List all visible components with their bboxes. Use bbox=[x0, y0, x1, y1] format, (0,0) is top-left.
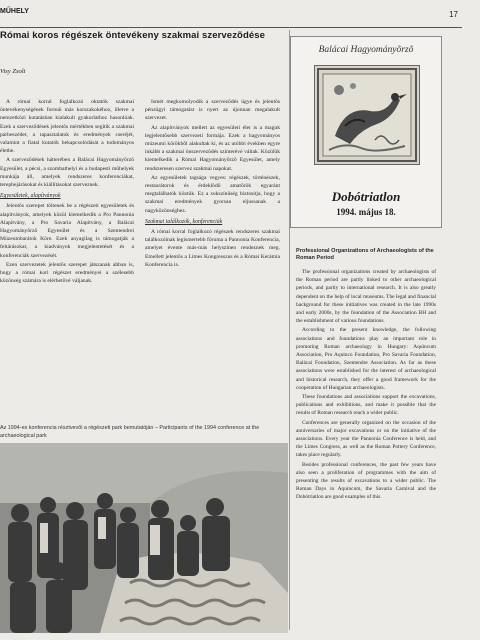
article-title: Római koros régészek öntevékeny szakmai szervezõdése bbox=[0, 30, 265, 41]
summary-paragraph: These foundations and associations support the excavations, publications and exhibitions, and make it possible that the results of Roman research reach a wider public. bbox=[296, 394, 436, 417]
summary-paragraph: Conferences are generally organized on the occasion of the anniversaries of major excavations or on the initiative of the associations. Every year the Pannonia Conference is held, and the Limes Congress, as well as the Roman Pottery Conference, takes place regularly. bbox=[296, 419, 436, 459]
english-summary bbox=[296, 248, 436, 638]
poster-title: Balácai Hagyományõrzõ bbox=[318, 45, 414, 55]
body-paragraph: Jelentõs szerepet töltenek be a régészeti egyesületek és alapítványok, amelyek közül kiemelkedik a Pro Pannonia Alapítvány, a Pro Savaria Alapítvány, a Balácai Hagyományõrzõ Egyesület és a Szentendrei Múzeumbarátok Köre. Ezek anyagilag is támogatják a feltárásokat, a kiadványok megjelentetését és a konferenciák szervezését. bbox=[0, 203, 134, 259]
summary-paragraph: According to the present knowledge, the following associations and foundations play an important role in promoting Roman archaeology in Hungary: Aquincum Association, Pro Aquinco Foundation, Pro Savaria Foundation, Balácai Foundation, Szentendre Association. As far as these associations were established for the interest of archaeological and historical research, they offer a good framework for the cooperation of Hungarian archaeologists. bbox=[296, 327, 436, 391]
summary-paragraph: The professional organizations created by archaeologists of the Roman period are partly linked to other archaeological periods, and partly to international research. It is also greatly dependent on the help of local museums. The legal and financial background for these initiatives was created in the late 1990s and early 2000s, by the foundation of the Association BH and the establishment of various foundations. bbox=[296, 269, 436, 325]
column-1 bbox=[0, 98, 134, 374]
body-paragraph: Ezen szervezetek jelentõs szerepet játszanak abban is, hogy a római kori régészet eredményei a szélesebb közönség számára is elérhetõvé váljanak. bbox=[0, 261, 134, 285]
header-rule bbox=[0, 27, 462, 28]
intro-paragraph: A szervezõdések hátterében a Balácai Hagyományõrzõ Egyesület, a pécsi, a szombathelyi és a budapesti mûhelyek munkája áll, amelyek rendszeres konferenciákat, terepbejárásokat és kiállításokat szerveznek. bbox=[0, 157, 134, 189]
body-paragraph: Ismét megkomolyodik a szervezõdés ügye és jelentõs pénzügyi támogatást is nyert az újonnan megalakult szervezet. bbox=[145, 99, 280, 122]
bird-mosaic-image bbox=[314, 65, 420, 165]
body-paragraph: Az egyesületek tagsága vegyes: régészek, történészek, restaurátorok és érdeklõdõ amatõrök egyaránt megtalálhatók köztük. Ez a sokszínûség biztosítja, hogy a szakmai eredmények gyorsan eljussanak a nagyközönséghez. bbox=[145, 174, 280, 214]
body-paragraph: Az alapítványok mellett az egyesületi élet is a maguk legjelentõsebb szervezeti formája. Ezek a hagyományos múzeumi körökbõl alakultak ki, és az utóbbi években egyre inkább a szakmai önszervezõdés színterévé váltak. Közülük kiemelkedik a Római Hagyományõrzõ Egyesület, amely rendszeresen szervez szakmai napokat. bbox=[145, 124, 280, 172]
poster-place: Dobótriatlon bbox=[331, 189, 401, 204]
photo-caption: Az 1994-es konferencia résztvevõi a régészeti park bemutatóján – Participants of the 1994 conference at the archaeological park bbox=[0, 425, 260, 439]
column-2 bbox=[145, 98, 280, 376]
section-heading: Egyesületek, alapítványok bbox=[0, 193, 61, 200]
intro-paragraph: A római korral foglalkozó oktatók szakmai öntevékenységének formái más korszakokéhoz, illetve a nemzetközi kutatásban kialakult gyakorlathoz hasonlóak. Ezek a szervezõdések jelentõs mértékben segítik a szakmai párbeszédet, a tapasztalatok és eredmények cseréjét, valamint a fiatal kutatók bekapcsolódását a tudományos életbe. bbox=[0, 99, 134, 155]
article-author: Visy Zsolt bbox=[0, 68, 26, 75]
summary-heading: Professional Organizations of Archaeologists of the Roman Period bbox=[296, 248, 434, 261]
group-photo bbox=[0, 443, 288, 633]
event-poster bbox=[290, 36, 442, 228]
summary-paragraph: Besides professional conferences, the past few years have also seen a proliferation of programmes with the aim of presenting the results of excavations to a wider public. The Roman Days in Aquincum, the Savaria Carnival and the Dobótriatlon are good examples of this. bbox=[296, 461, 436, 501]
section-label: MŰHELY bbox=[0, 8, 29, 15]
body-paragraph: A római korral foglalkozó régészek rendszeres szakmai találkozóinak legismertebb fóruma a Pannonia Konferencia, amelyet évente más-más helyszínen rendeznek meg. Emellett jelentõs a Limes Kongresszus és a Római Kerámia Konferencia is. bbox=[145, 229, 280, 268]
section-heading: Szakmai találkozók, konferenciák bbox=[145, 218, 223, 225]
poster-date: 1994. május 18. bbox=[336, 207, 396, 217]
page-number: 17 bbox=[449, 10, 458, 19]
